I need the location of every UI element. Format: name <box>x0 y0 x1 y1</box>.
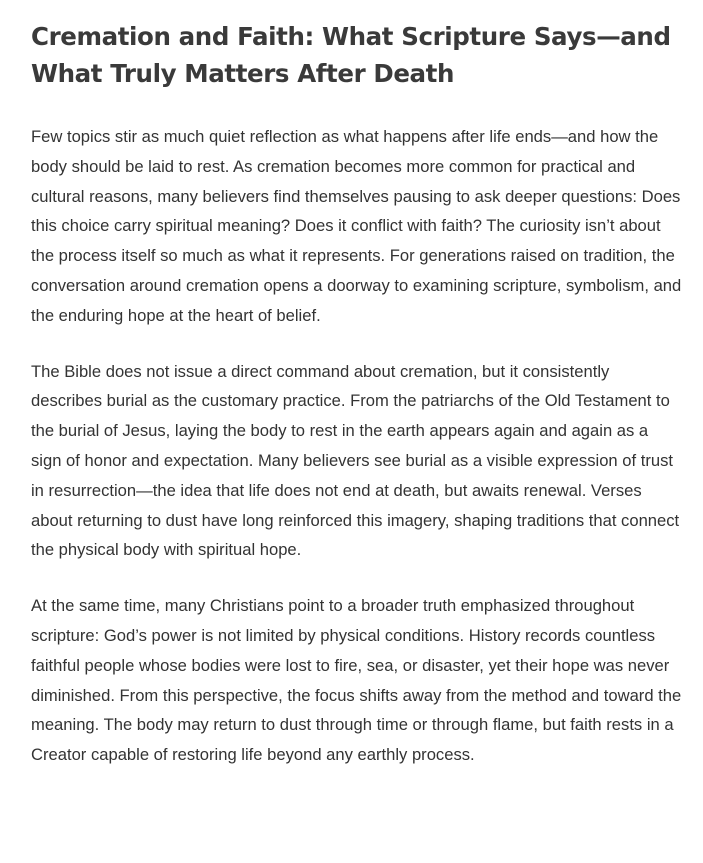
article <box>31 18 683 796</box>
article-title: Cremation and Faith: What Scripture Says—and What Truly Matters After Death <box>31 22 671 88</box>
article-paragraph-3: At the same time, many Christians point to a broader truth emphasized throughout scripture: God’s power is not limited by physical conditions. History records countless faithful people whose bodies were lost to fire, sea, or disaster, yet their hope was never diminished. From this perspective, the focus shifts away from the method and toward the meaning. The body may return to dust through time or through flame, but faith rests in a Creator capable of restoring life beyond any earthly process. <box>31 596 682 765</box>
article-paragraph-2: The Bible does not issue a direct command about cremation, but it consistently describes burial as the customary practice. From the patriarchs of the Old Testament to the burial of Jesus, laying the body to rest in the earth appears again and again as a sign of honor and expectation. Many believers see burial as a visible expression of trust in resurrection—the idea that life does not end at death, but awaits renewal. Verses about returning to dust have long reinforced this imagery, shaping traditions that connect the physical body with spiritual hope. <box>31 361 680 560</box>
article-paragraph-1: Few topics stir as much quiet reflection as what happens after life ends—and how the body should be laid to rest. As cremation becomes more common for practical and cultural reasons, many believers find themselves pausing to ask deeper questions: Does this choice carry spiritual meaning? Does it conflict with faith? The curiosity isn’t about the process itself so much as what it represents. For generations raised on tradition, the conversation around cremation opens a doorway to examining scripture, symbolism, and the enduring hope at the heart of belief. <box>31 127 682 325</box>
